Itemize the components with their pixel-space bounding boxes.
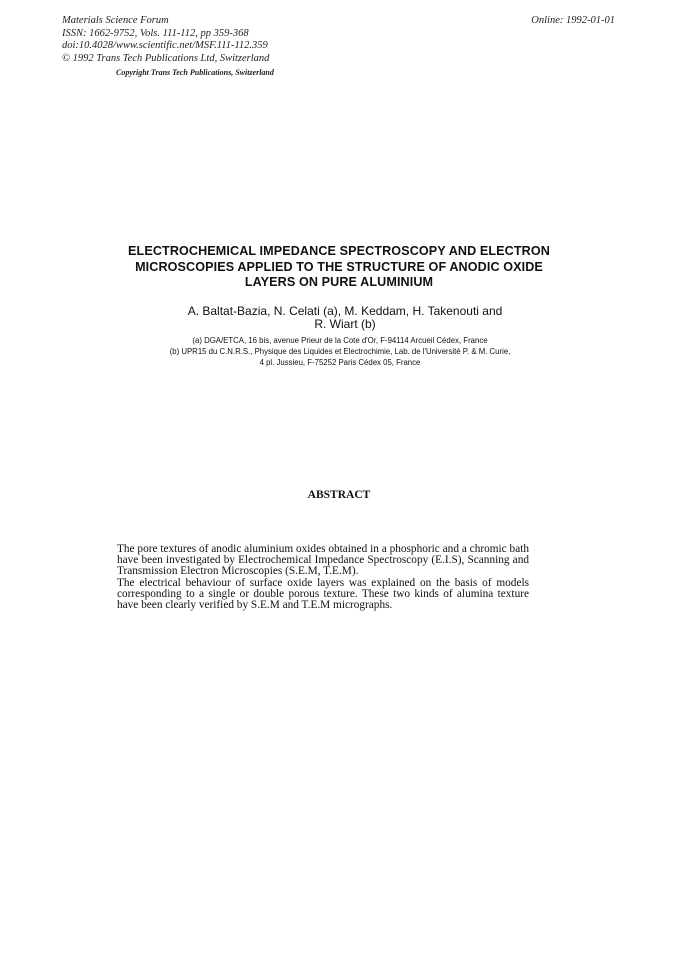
online-date: Online: 1992-01-01: [531, 15, 615, 26]
affiliations: [90, 335, 590, 368]
abstract-body: [117, 544, 529, 611]
publisher-copyright: © 1992 Trans Tech Publications Ltd, Switzerland: [62, 52, 270, 64]
journal-name: Materials Science Forum: [62, 15, 169, 26]
abstract-paragraph: The electrical behaviour of surface oxide layers was explained on the basis of models corresponding to a single or double porous texture. These two kinds of alumina texture have been clearly verified by S.E.M and T.E.M micrographs.: [117, 576, 529, 612]
affiliation-line: (b) UPR15 du C.N.R.S., Physique des Liquides et Electrochimie, Lab. de l'Université P. & M. Curie,: [169, 347, 511, 356]
affiliation-line: (a) DGA/ETCA, 16 bis, avenue Prieur de la Cote d'Or, F-94114 Arcueil Cédex, France: [192, 336, 488, 345]
author-list: [100, 305, 590, 331]
title-line: ELECTROCHEMICAL IMPEDANCE SPECTROSCOPY AND ELECTRON: [128, 244, 550, 258]
title-line: MICROSCOPIES APPLIED TO THE STRUCTURE OF ANODIC OXIDE: [135, 259, 543, 274]
author-line: A. Baltat-Bazia, N. Celati (a), M. Keddam, H. Takenouti and: [187, 304, 503, 318]
abstract-heading: ABSTRACT: [307, 489, 371, 501]
issn-line: ISSN: 1662-9752, Vols. 111-112, pp 359-368: [62, 27, 249, 39]
title-line: LAYERS ON PURE ALUMINIUM: [244, 275, 434, 289]
copyright-line: Copyright Trans Tech Publications, Switzerland: [116, 68, 274, 77]
abstract-paragraph: The pore textures of anodic aluminium oxides obtained in a phosphoric and a chromic bath have been investigated by Electrochemical Impedance Spectroscopy (E.I.S), Scanning and Transmission Electron Microscopies (S.E.M, T.E.M).: [117, 543, 529, 578]
affiliation-line: 4 pl. Jussieu, F-75252 Paris Cédex 05, France: [259, 358, 421, 367]
author-line: R. Wiart (b): [314, 317, 376, 331]
citation-block: [62, 15, 269, 65]
paper-title: [100, 244, 578, 291]
doi-line: doi:10.4028/www.scientific.net/MSF.111-112.359: [62, 40, 268, 51]
